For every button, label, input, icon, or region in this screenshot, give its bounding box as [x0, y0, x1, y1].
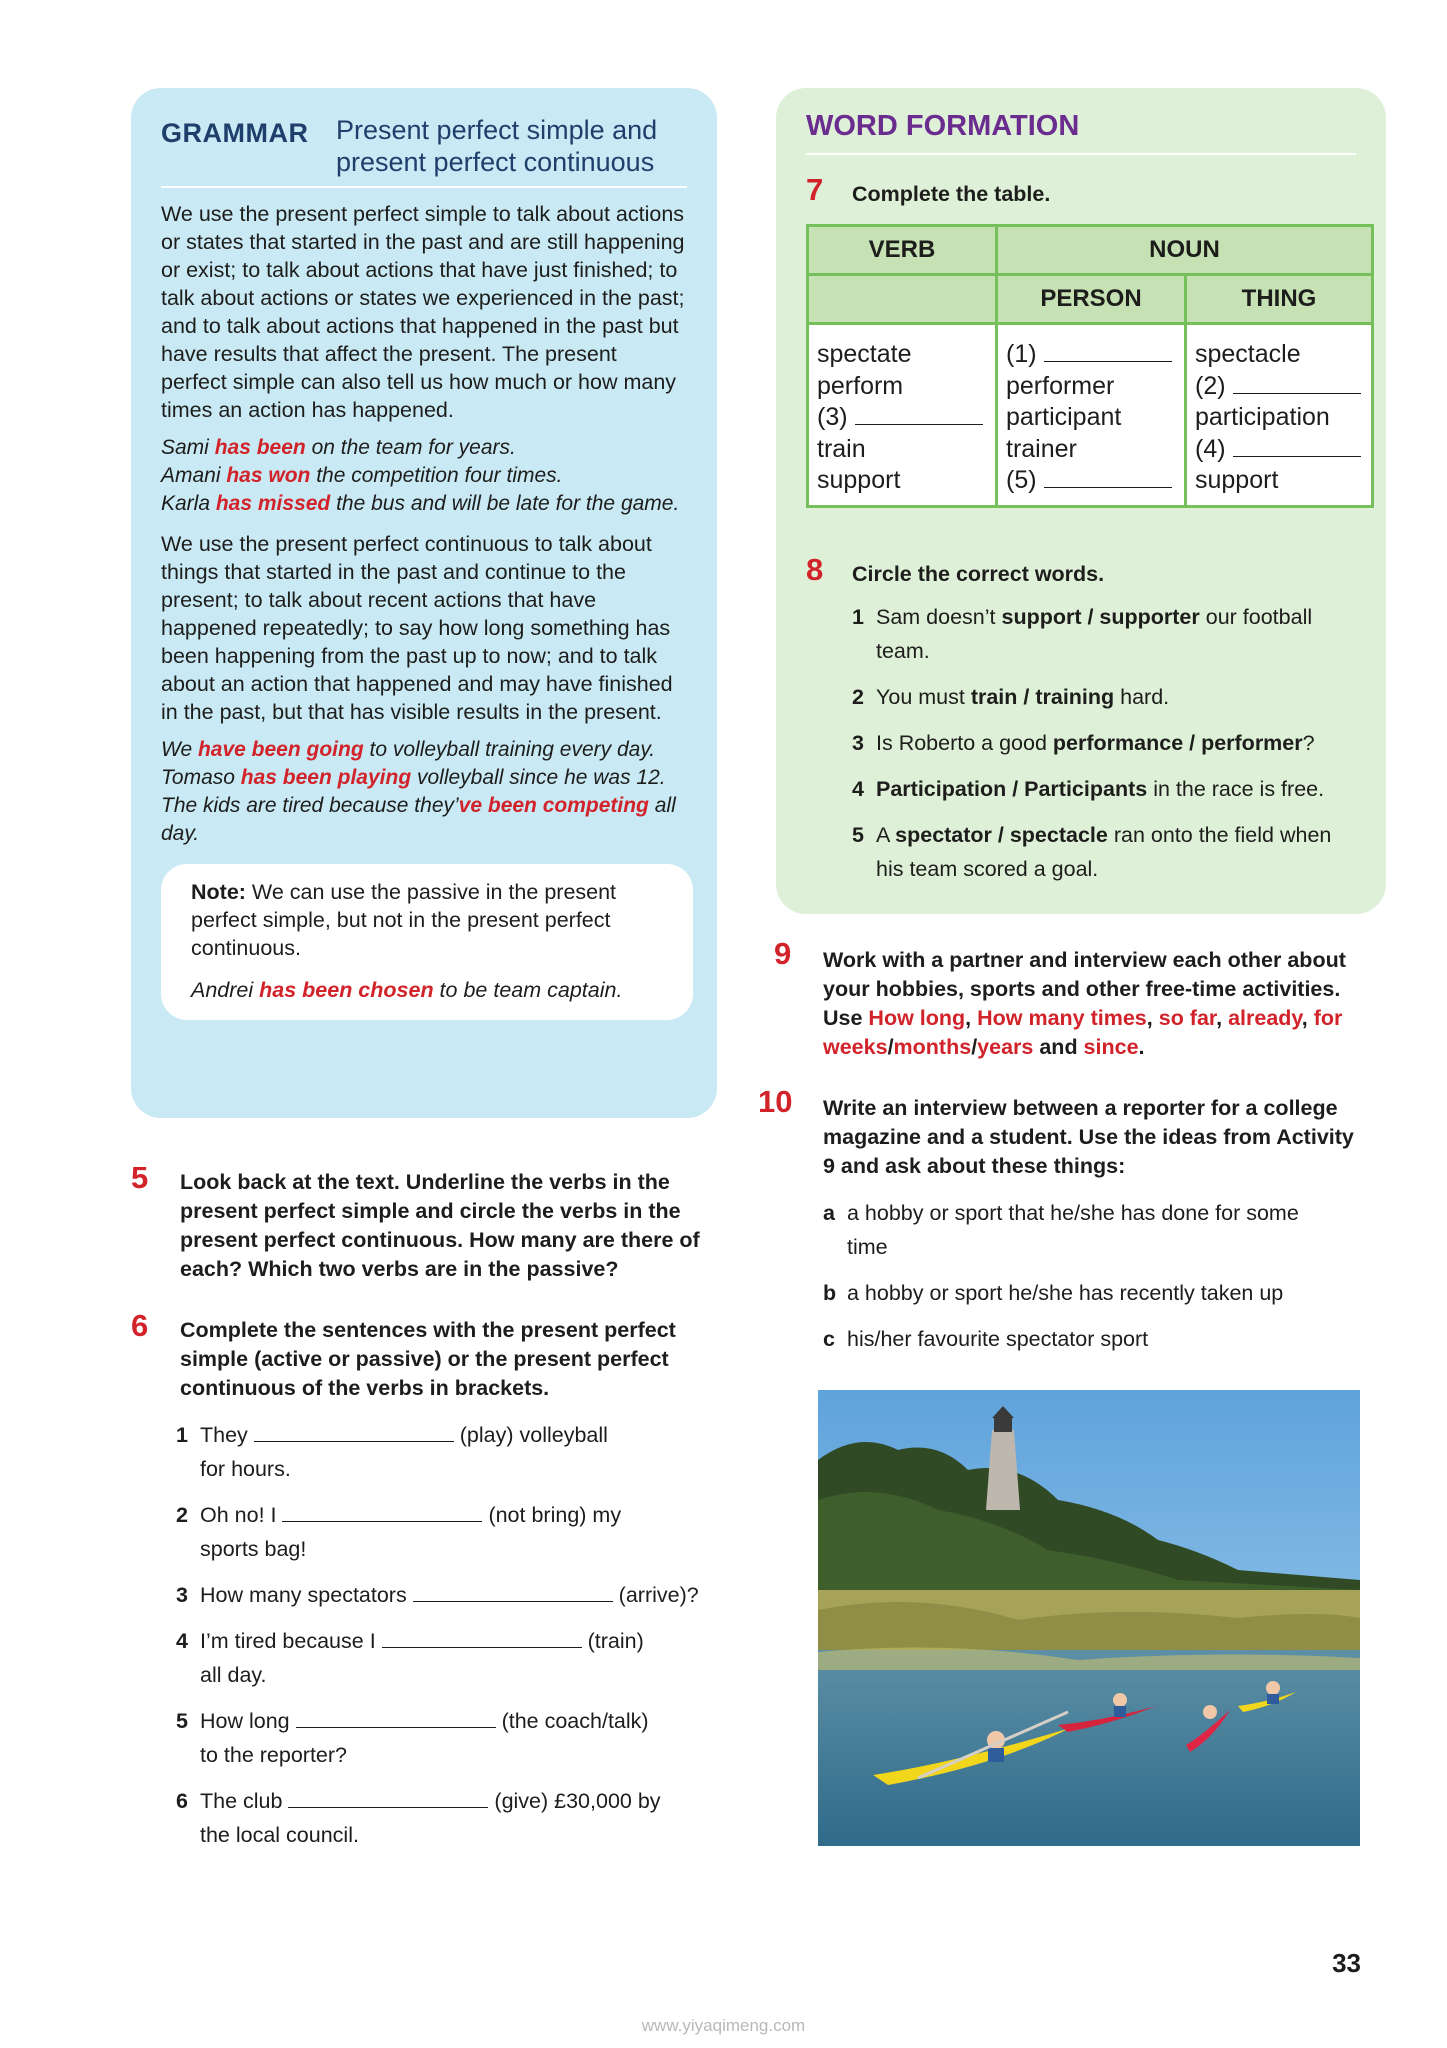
table-cell: performer — [1006, 371, 1115, 400]
task-7-instruction: Complete the table. — [852, 182, 1051, 206]
list-item: a a hobby or sport that he/she has done for some time — [823, 1201, 1299, 1259]
list-item[interactable]: 4 I’m tired because I (train) all day. — [176, 1624, 736, 1692]
list-item: c his/her favourite spectator sport — [823, 1327, 1149, 1351]
table-person-column — [997, 324, 1186, 507]
grammar-paragraph-simple: We use the present perfect simple to talk about actions or states that started in the past and are still happening or exist; to talk about actions that have just finished; to talk about actions or states we experienced in the past; and to talk about actions that happened in the past but have results that affect the present. The present perfect simple can also tell us how much or how many times an action has happened. — [161, 202, 685, 422]
table-cell-blank[interactable]: (3) — [817, 402, 987, 434]
table-cell: participant — [1006, 403, 1122, 431]
example-line: Amani has won the competition four times. — [161, 464, 563, 487]
task-7-number: 7 — [806, 172, 824, 207]
task-10-list — [823, 1196, 1303, 1356]
grammar-paragraph-continuous: We use the present perfect continuous to talk about things that started in the past and continue to the present; to talk about recent actions that have happened repeatedly; to say how long something has been happening from the past up to now; and to talk about an action that happened and may have finished in the past, but that has visible results in the present. — [161, 532, 673, 724]
grammar-examples-simple — [161, 434, 687, 518]
table-header-verb: VERB — [808, 226, 997, 275]
table-cell: spectate — [817, 340, 912, 368]
grammar-title — [336, 114, 657, 178]
example-line: Tomaso has been playing volleyball since he was 12. — [161, 766, 666, 789]
grammar-label: GRAMMAR — [161, 118, 309, 148]
list-item[interactable]: 5 A spectator / spectacle ran onto the field when his team scored a goal. — [852, 823, 1332, 881]
table-cell-blank[interactable]: (4) — [1195, 434, 1363, 466]
table-cell: support — [817, 466, 901, 494]
water — [818, 1650, 1360, 1846]
note-box — [161, 864, 693, 1020]
list-item[interactable]: 1 Sam doesn’t support / supporter our football team. — [852, 605, 1313, 663]
list-item[interactable]: 2 Oh no! I (not bring) my sports bag! — [176, 1498, 736, 1566]
table-cell-blank[interactable]: (5) — [1006, 465, 1176, 497]
table-cell: train — [817, 434, 866, 463]
table-cell: trainer — [1006, 434, 1077, 463]
table-cell: spectacle — [1195, 340, 1301, 368]
table-thing-column — [1186, 324, 1373, 507]
note-example: Andrei has been chosen to be team captain. — [191, 978, 623, 1002]
word-formation-box — [776, 88, 1386, 914]
table-cell-blank[interactable]: (2) — [1195, 371, 1363, 403]
list-item: b a hobby or sport he/she has recently taken up — [823, 1281, 1284, 1305]
list-item[interactable]: 3 How many spectators (arrive)? — [176, 1578, 736, 1612]
note-text: Note: We can use the passive in the present perfect simple, but not in the present perfect continuous. — [191, 880, 617, 960]
table-cell: perform — [817, 371, 904, 400]
table-cell: participation — [1195, 403, 1330, 431]
task-9-instruction: Work with a partner and interview each other about your hobbies, sports and other free-time activities. Use How long, How many times, so far, already, for weeks/months/years and since. — [823, 948, 1346, 1059]
example-line: Karla has missed the bus and will be late for the game. — [161, 492, 680, 515]
list-item[interactable]: 1 They (play) volleyball for hours. — [176, 1418, 736, 1486]
task-5-number: 5 — [131, 1160, 149, 1195]
task-6-list — [176, 1418, 736, 1852]
list-item[interactable]: 3 Is Roberto a good performance / performer? — [852, 731, 1315, 755]
task-8-list — [852, 600, 1362, 886]
table-cell-blank[interactable]: (1) — [1006, 339, 1176, 371]
task-8-number: 8 — [806, 552, 824, 587]
task-10-instruction: Write an interview between a reporter for a college magazine and a student. Use the ideas from Activity 9 and ask about these things: — [823, 1096, 1354, 1178]
task-10-number: 10 — [758, 1084, 793, 1119]
table-verb-column — [808, 324, 997, 507]
example-line: The kids are tired because they’ve been competing all day. — [161, 794, 676, 845]
list-item[interactable]: 6 The club (give) £30,000 by the local council. — [176, 1784, 736, 1852]
table-header-thing: THING — [1186, 275, 1373, 324]
task-6-instruction: Complete the sentences with the present perfect simple (active or passive) or the present perfect continuous of the verbs in brackets. — [180, 1318, 676, 1400]
task-9-number: 9 — [774, 936, 792, 971]
example-line: We have been going to volleyball training every day. — [161, 738, 656, 761]
list-item[interactable]: 2 You must train / training hard. — [852, 685, 1170, 709]
task-8-instruction: Circle the correct words. — [852, 562, 1105, 586]
grammar-header — [161, 114, 687, 188]
kayaking-photo — [818, 1390, 1360, 1846]
page-number: 33 — [1332, 1948, 1361, 1978]
grammar-examples-continuous — [161, 736, 687, 848]
word-formation-heading: WORD FORMATION — [806, 110, 1356, 155]
grammar-title-line2: present perfect continuous — [336, 147, 655, 177]
watermark: www.yiyaqimeng.com — [641, 2016, 806, 2035]
word-formation-table — [806, 224, 1374, 508]
table-header-noun: NOUN — [997, 226, 1373, 275]
list-item[interactable]: 5 How long (the coach/talk) to the reporter? — [176, 1704, 736, 1772]
table-header-person: PERSON — [997, 275, 1186, 324]
list-item[interactable]: 4 Participation / Participants in the race is free. — [852, 777, 1325, 801]
grammar-box — [131, 88, 717, 1118]
grammar-title-line1: Present perfect simple and — [336, 115, 658, 145]
task-5-instruction: Look back at the text. Underline the verbs in the present perfect simple and circle the verbs in the present perfect continuous. How many are there of each? Which two verbs are in the passive? — [180, 1170, 700, 1281]
table-header-empty — [808, 275, 997, 324]
example-line: Sami has been on the team for years. — [161, 436, 516, 459]
table-cell: support — [1195, 466, 1279, 494]
task-6-number: 6 — [131, 1308, 149, 1343]
